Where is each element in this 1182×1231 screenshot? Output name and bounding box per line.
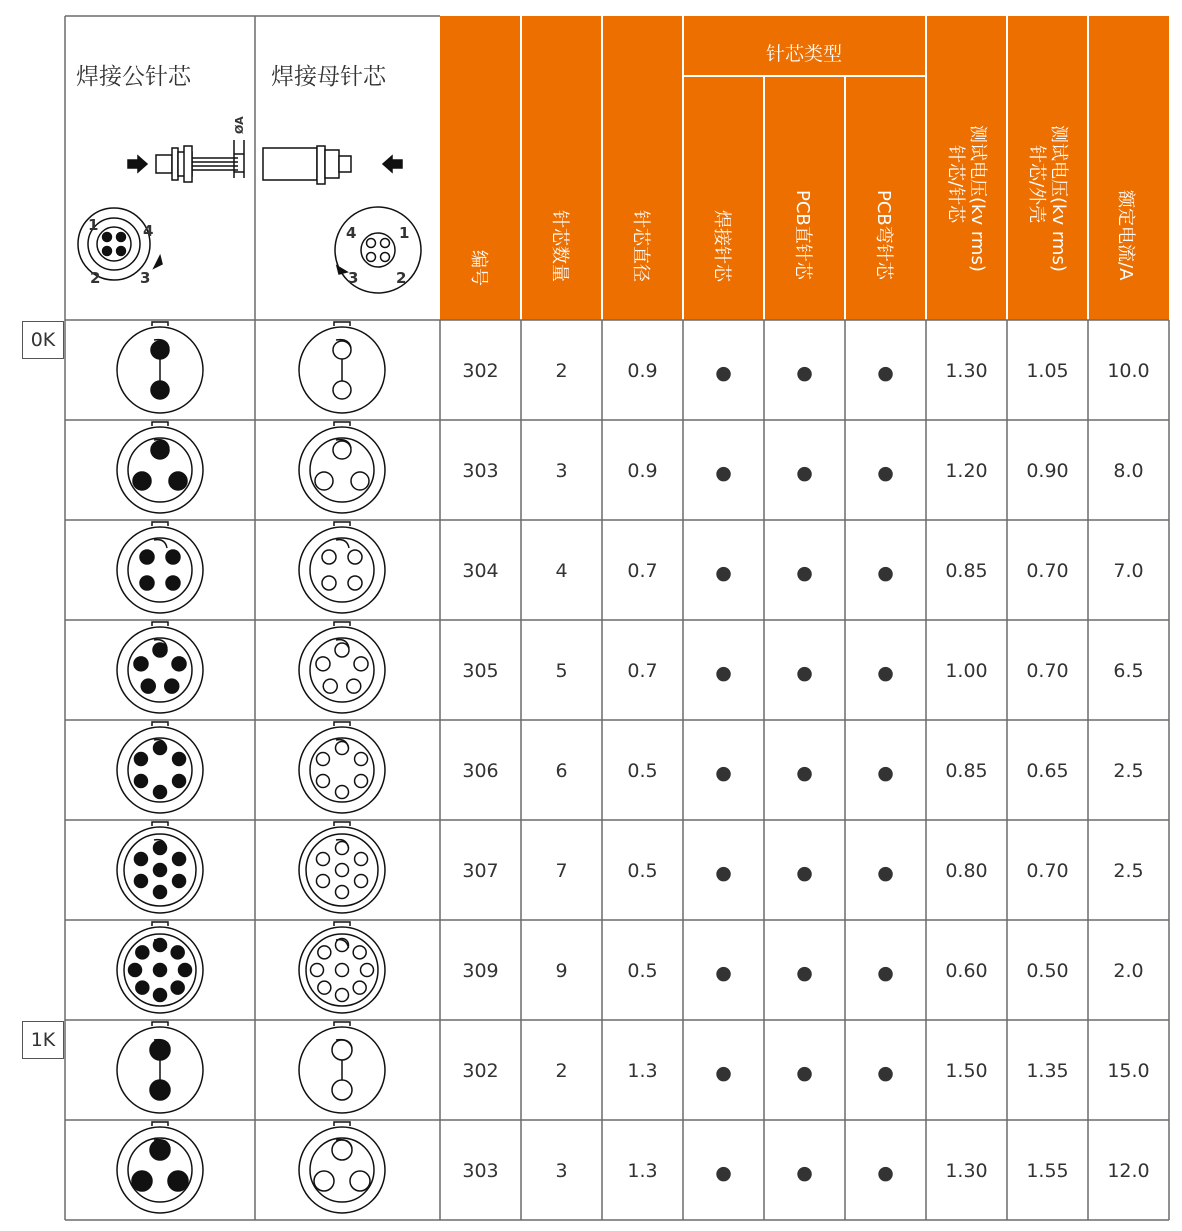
male-side-view-drawing: [128, 140, 244, 182]
cell-solder: ●: [715, 562, 732, 584]
cell-pcb-straight: ●: [796, 962, 813, 984]
female-pin-face-2: [299, 1022, 385, 1113]
cell-solder: ●: [715, 762, 732, 784]
cell-solder: ●: [715, 1162, 732, 1184]
male-pin-face-3: [117, 422, 203, 513]
cell-v-pin: 0.85: [945, 760, 988, 782]
cell-code: 303: [462, 460, 499, 482]
cell-pins: 3: [555, 1160, 568, 1182]
female-pin-face-3: [299, 422, 385, 513]
col-header-pin-count: 针芯数量: [549, 210, 570, 282]
cell-pcb-bent: ●: [877, 962, 894, 984]
cell-current: 8.0: [1113, 460, 1144, 482]
female-pin-face-5: [299, 622, 385, 713]
cell-v-shell: 0.65: [1026, 760, 1069, 782]
cell-code: 309: [462, 960, 499, 982]
cell-v-pin: 0.80: [945, 860, 988, 882]
col-header-pcb-bent: PCB弯针芯: [873, 190, 894, 280]
cell-pcb-straight: ●: [796, 1162, 813, 1184]
cell-current: 10.0: [1107, 360, 1150, 382]
col-header-voltage-pin-pin-line2: 针芯/针芯: [945, 145, 966, 224]
body-cells: [117, 322, 1150, 1213]
cell-current: 7.0: [1113, 560, 1144, 582]
cell-code: 302: [462, 1060, 499, 1082]
male-pin-title: 焊接公针芯: [76, 64, 191, 90]
cell-pins: 6: [555, 760, 568, 782]
cell-current: 2.5: [1113, 860, 1144, 882]
female-pin-face-7: [299, 822, 385, 913]
cell-pcb-bent: ●: [877, 362, 894, 384]
cell-pins: 2: [555, 360, 568, 382]
cell-pcb-straight: ●: [796, 362, 813, 384]
cell-dia: 0.7: [627, 560, 658, 582]
cell-v-shell: 0.70: [1026, 660, 1069, 682]
cell-dia: 0.9: [627, 460, 658, 482]
cell-solder: ●: [715, 462, 732, 484]
cell-pins: 5: [555, 660, 568, 682]
female-pin-face-3: [299, 1122, 385, 1213]
col-header-rated-current: 额定电流/A: [1115, 190, 1136, 281]
cell-dia: 0.5: [627, 760, 658, 782]
col-header-pcb-straight: PCB直针芯: [792, 190, 813, 280]
dimension-label: ØA: [233, 116, 246, 134]
male-pin-number-2: 2: [90, 269, 101, 287]
cell-current: 12.0: [1107, 1160, 1150, 1182]
female-pin-face-9: [299, 922, 385, 1013]
col-header-voltage-pin-pin-line1: 测试电压(kv rms): [967, 125, 988, 272]
cell-pcb-straight: ●: [796, 762, 813, 784]
female-pin-face-4: [299, 522, 385, 613]
male-pin-face-2: [117, 322, 203, 413]
cell-pcb-straight: ●: [796, 1062, 813, 1084]
cell-pcb-bent: ●: [877, 662, 894, 684]
col-header-voltage-pin-shell-line2: 针芯/外壳: [1026, 145, 1047, 224]
cell-current: 2.0: [1113, 960, 1144, 982]
series-label-1k: 1K: [22, 1021, 64, 1059]
cell-pcb-bent: ●: [877, 1062, 894, 1084]
cell-v-shell: 0.50: [1026, 960, 1069, 982]
female-pin-number-1: 1: [399, 224, 410, 242]
cell-pcb-straight: ●: [796, 862, 813, 884]
cell-v-pin: 0.85: [945, 560, 988, 582]
col-header-voltage-pin-shell-line1: 测试电压(kv rms): [1048, 125, 1069, 272]
cell-current: 15.0: [1107, 1060, 1150, 1082]
cell-current: 2.5: [1113, 760, 1144, 782]
cell-pcb-straight: ●: [796, 562, 813, 584]
male-pin-face-6: [117, 722, 203, 813]
cell-pcb-bent: ●: [877, 1162, 894, 1184]
cell-current: 6.5: [1113, 660, 1144, 682]
cell-code: 306: [462, 760, 499, 782]
cell-dia: 0.5: [627, 960, 658, 982]
cell-code: 304: [462, 560, 499, 582]
female-pin-face-6: [299, 722, 385, 813]
male-pin-face-7: [117, 822, 203, 913]
cell-pcb-bent: ●: [877, 462, 894, 484]
cell-dia: 0.9: [627, 360, 658, 382]
cell-v-pin: 1.50: [945, 1060, 988, 1082]
pin-type-group-header: 针芯类型: [765, 43, 843, 65]
cell-v-shell: 0.70: [1026, 860, 1069, 882]
female-pin-number-2: 2: [396, 269, 407, 287]
col-header-pin-diameter: 针芯直径: [630, 210, 651, 282]
cell-solder: ●: [715, 862, 732, 884]
male-pin-face-4: [117, 522, 203, 613]
cell-pins: 3: [555, 460, 568, 482]
cell-v-pin: 0.60: [945, 960, 988, 982]
cell-pins: 2: [555, 1060, 568, 1082]
body-grid-lines: [65, 320, 1169, 1220]
cell-v-shell: 1.05: [1026, 360, 1069, 382]
cell-pins: 4: [555, 560, 568, 582]
male-pin-number-4: 4: [143, 222, 154, 240]
cell-v-shell: 0.90: [1026, 460, 1069, 482]
cell-solder: ●: [715, 1062, 732, 1084]
cell-dia: 0.7: [627, 660, 658, 682]
male-pin-face-2: [117, 1022, 203, 1113]
male-pin-number-3: 3: [140, 269, 151, 287]
cell-solder: ●: [715, 662, 732, 684]
cell-code: 305: [462, 660, 499, 682]
cell-code: 302: [462, 360, 499, 382]
cell-solder: ●: [715, 362, 732, 384]
female-side-view-drawing: [263, 146, 402, 184]
cell-pcb-bent: ●: [877, 862, 894, 884]
cell-solder: ●: [715, 962, 732, 984]
cell-v-pin: 1.00: [945, 660, 988, 682]
cell-v-pin: 1.30: [945, 1160, 988, 1182]
cell-v-pin: 1.20: [945, 460, 988, 482]
cell-pins: 7: [555, 860, 568, 882]
cell-pcb-bent: ●: [877, 562, 894, 584]
female-pin-number-4: 4: [346, 224, 357, 242]
male-pin-face-5: [117, 622, 203, 713]
cell-v-pin: 1.30: [945, 360, 988, 382]
cell-dia: 1.3: [627, 1060, 658, 1082]
cell-pcb-bent: ●: [877, 762, 894, 784]
cell-code: 303: [462, 1160, 499, 1182]
col-header-solder: 焊接针芯: [711, 210, 732, 282]
series-label-0k: 0K: [22, 321, 64, 359]
male-pin-number-1: 1: [88, 216, 99, 234]
cell-v-shell: 1.35: [1026, 1060, 1069, 1082]
female-pin-number-3: 3: [348, 269, 359, 287]
female-pin-title: 焊接母针芯: [271, 64, 386, 90]
male-pin-face-3: [117, 1122, 203, 1213]
cell-v-shell: 0.70: [1026, 560, 1069, 582]
female-pin-face-2: [299, 322, 385, 413]
cell-v-shell: 1.55: [1026, 1160, 1069, 1182]
male-pin-face-9: [117, 922, 203, 1013]
cell-dia: 0.5: [627, 860, 658, 882]
cell-pcb-straight: ●: [796, 462, 813, 484]
cell-pins: 9: [555, 960, 568, 982]
cell-code: 307: [462, 860, 499, 882]
cell-pcb-straight: ●: [796, 662, 813, 684]
col-header-code: 编号: [468, 250, 489, 286]
cell-dia: 1.3: [627, 1160, 658, 1182]
